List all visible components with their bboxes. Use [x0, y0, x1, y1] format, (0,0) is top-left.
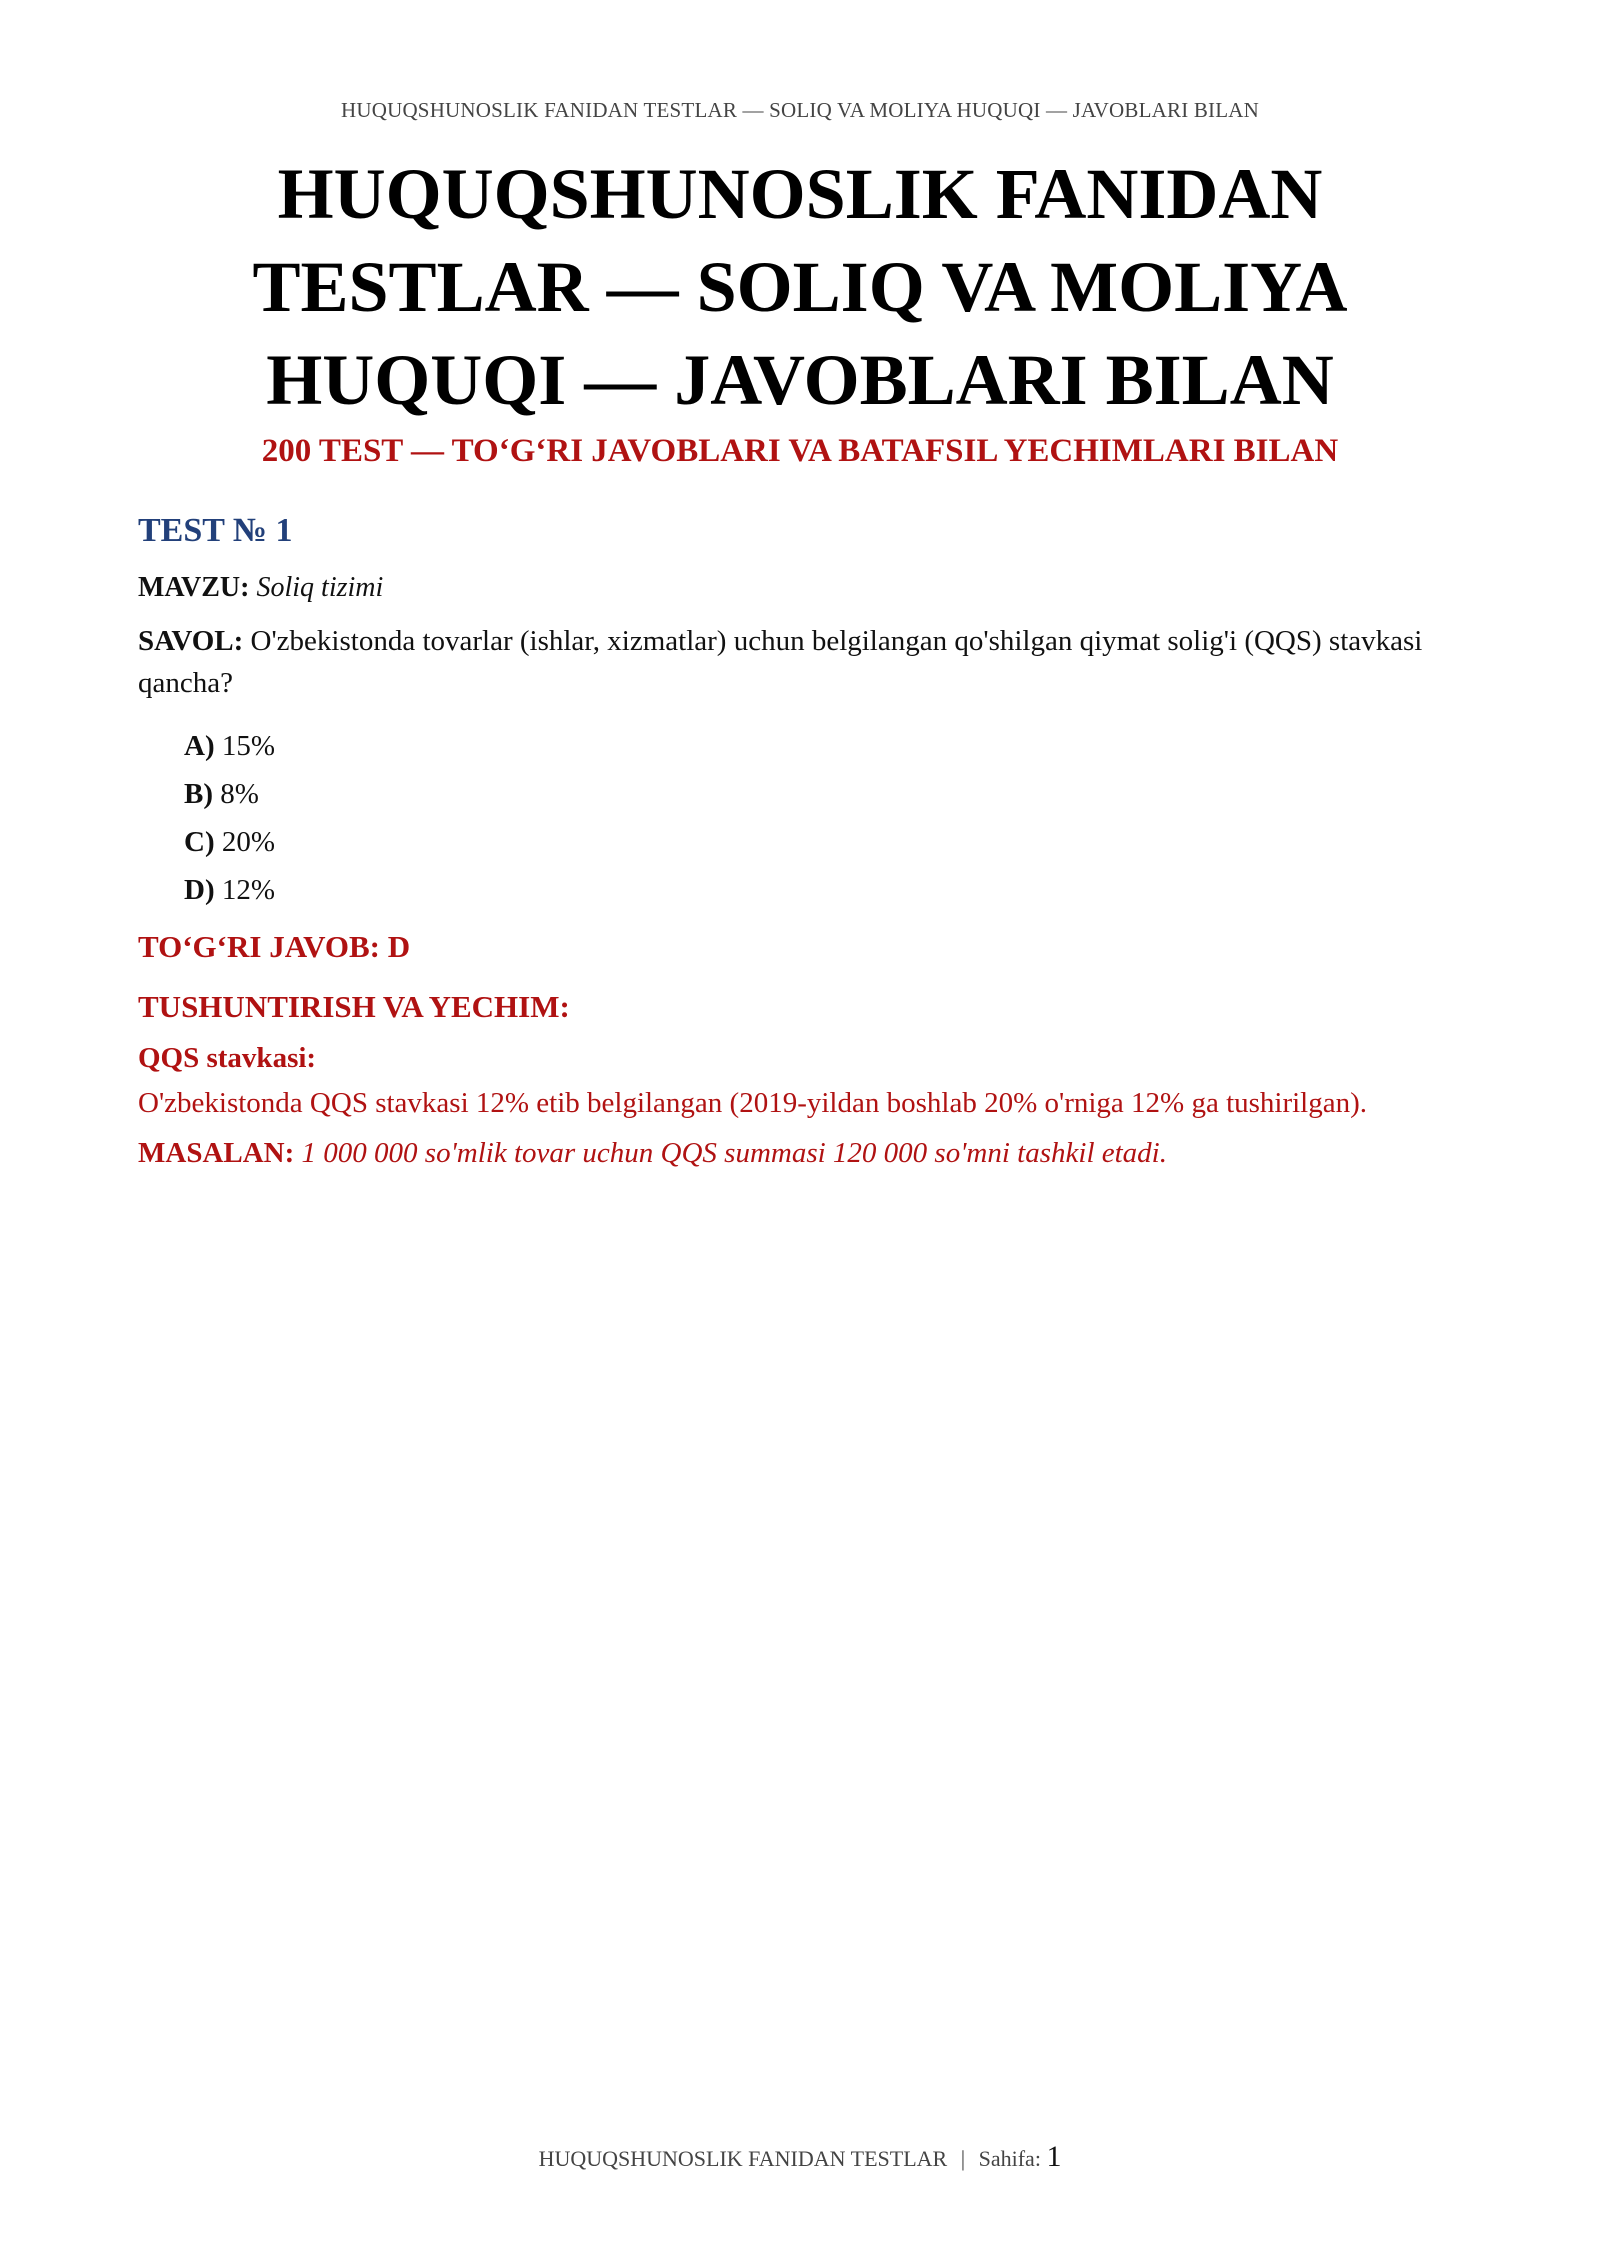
option-d — [184, 866, 1468, 914]
option-letter: D) — [184, 874, 215, 906]
footer-title: HUQUQSHUNOSLIK FANIDAN TESTLAR — [538, 2146, 948, 2171]
footer-separator: | — [960, 2146, 966, 2171]
explanation-text: O'zbekistonda QQS stavkasi 12% etib belgilangan (2019-yildan boshlab 20% o'rniga 12% ga tushirilgan). — [138, 1087, 1368, 1119]
running-header: HUQUQSHUNOSLIK FANIDAN TESTLAR — SOLIQ VA MOLIYA HUQUQI — JAVOBLARI BILAN — [340, 98, 1260, 122]
option-c — [184, 818, 1468, 866]
example-label: MASALAN: — [138, 1137, 295, 1169]
option-a — [184, 722, 1468, 770]
topic-label: MAVZU: — [138, 572, 250, 603]
page-footer — [0, 2140, 1600, 2174]
question — [138, 620, 1468, 704]
page-number: 1 — [1046, 2140, 1062, 2173]
option-letter: B) — [184, 778, 213, 810]
explanation-subheading: QQS stavkasi: — [138, 1042, 317, 1074]
test-block — [138, 508, 1468, 1174]
option-text: 20% — [221, 826, 276, 858]
test-number: TEST № 1 — [138, 512, 293, 549]
option-letter: C) — [184, 826, 215, 858]
answer-options — [138, 722, 1468, 914]
document-title: HUQUQSHUNOSLIK FANIDAN TESTLAR — SOLIQ VA MOLIYA HUQUQI — JAVOBLARI BILAN — [252, 154, 1348, 420]
footer-page-label: Sahifa: — [978, 2146, 1041, 2171]
option-text: 8% — [220, 778, 259, 810]
correct-answer: TO‘G‘RI JAVOB: D — [138, 929, 411, 964]
document-subtitle: 200 TEST — TO‘G‘RI JAVOBLARI VA BATAFSIL YECHIMLARI BILAN — [261, 433, 1339, 469]
option-text: 15% — [221, 730, 276, 762]
question-label: SAVOL: — [138, 625, 244, 657]
option-text: 12% — [221, 874, 276, 906]
example-text: 1 000 000 so'mlik tovar uchun QQS summasi 120 000 so'mni tashkil etadi. — [301, 1137, 1167, 1169]
example — [138, 1132, 1468, 1174]
topic-line — [138, 568, 1468, 608]
option-letter: A) — [184, 730, 215, 762]
question-text: O'zbekistonda tovarlar (ishlar, xizmatlar) uchun belgilangan qo'shilgan qiymat solig'i (QQS) stavkasi qancha? — [138, 625, 1423, 699]
topic-value: Soliq tizimi — [256, 572, 384, 603]
option-b — [184, 770, 1468, 818]
explanation-title: TUSHUNTIRISH VA YECHIM: — [138, 989, 570, 1024]
